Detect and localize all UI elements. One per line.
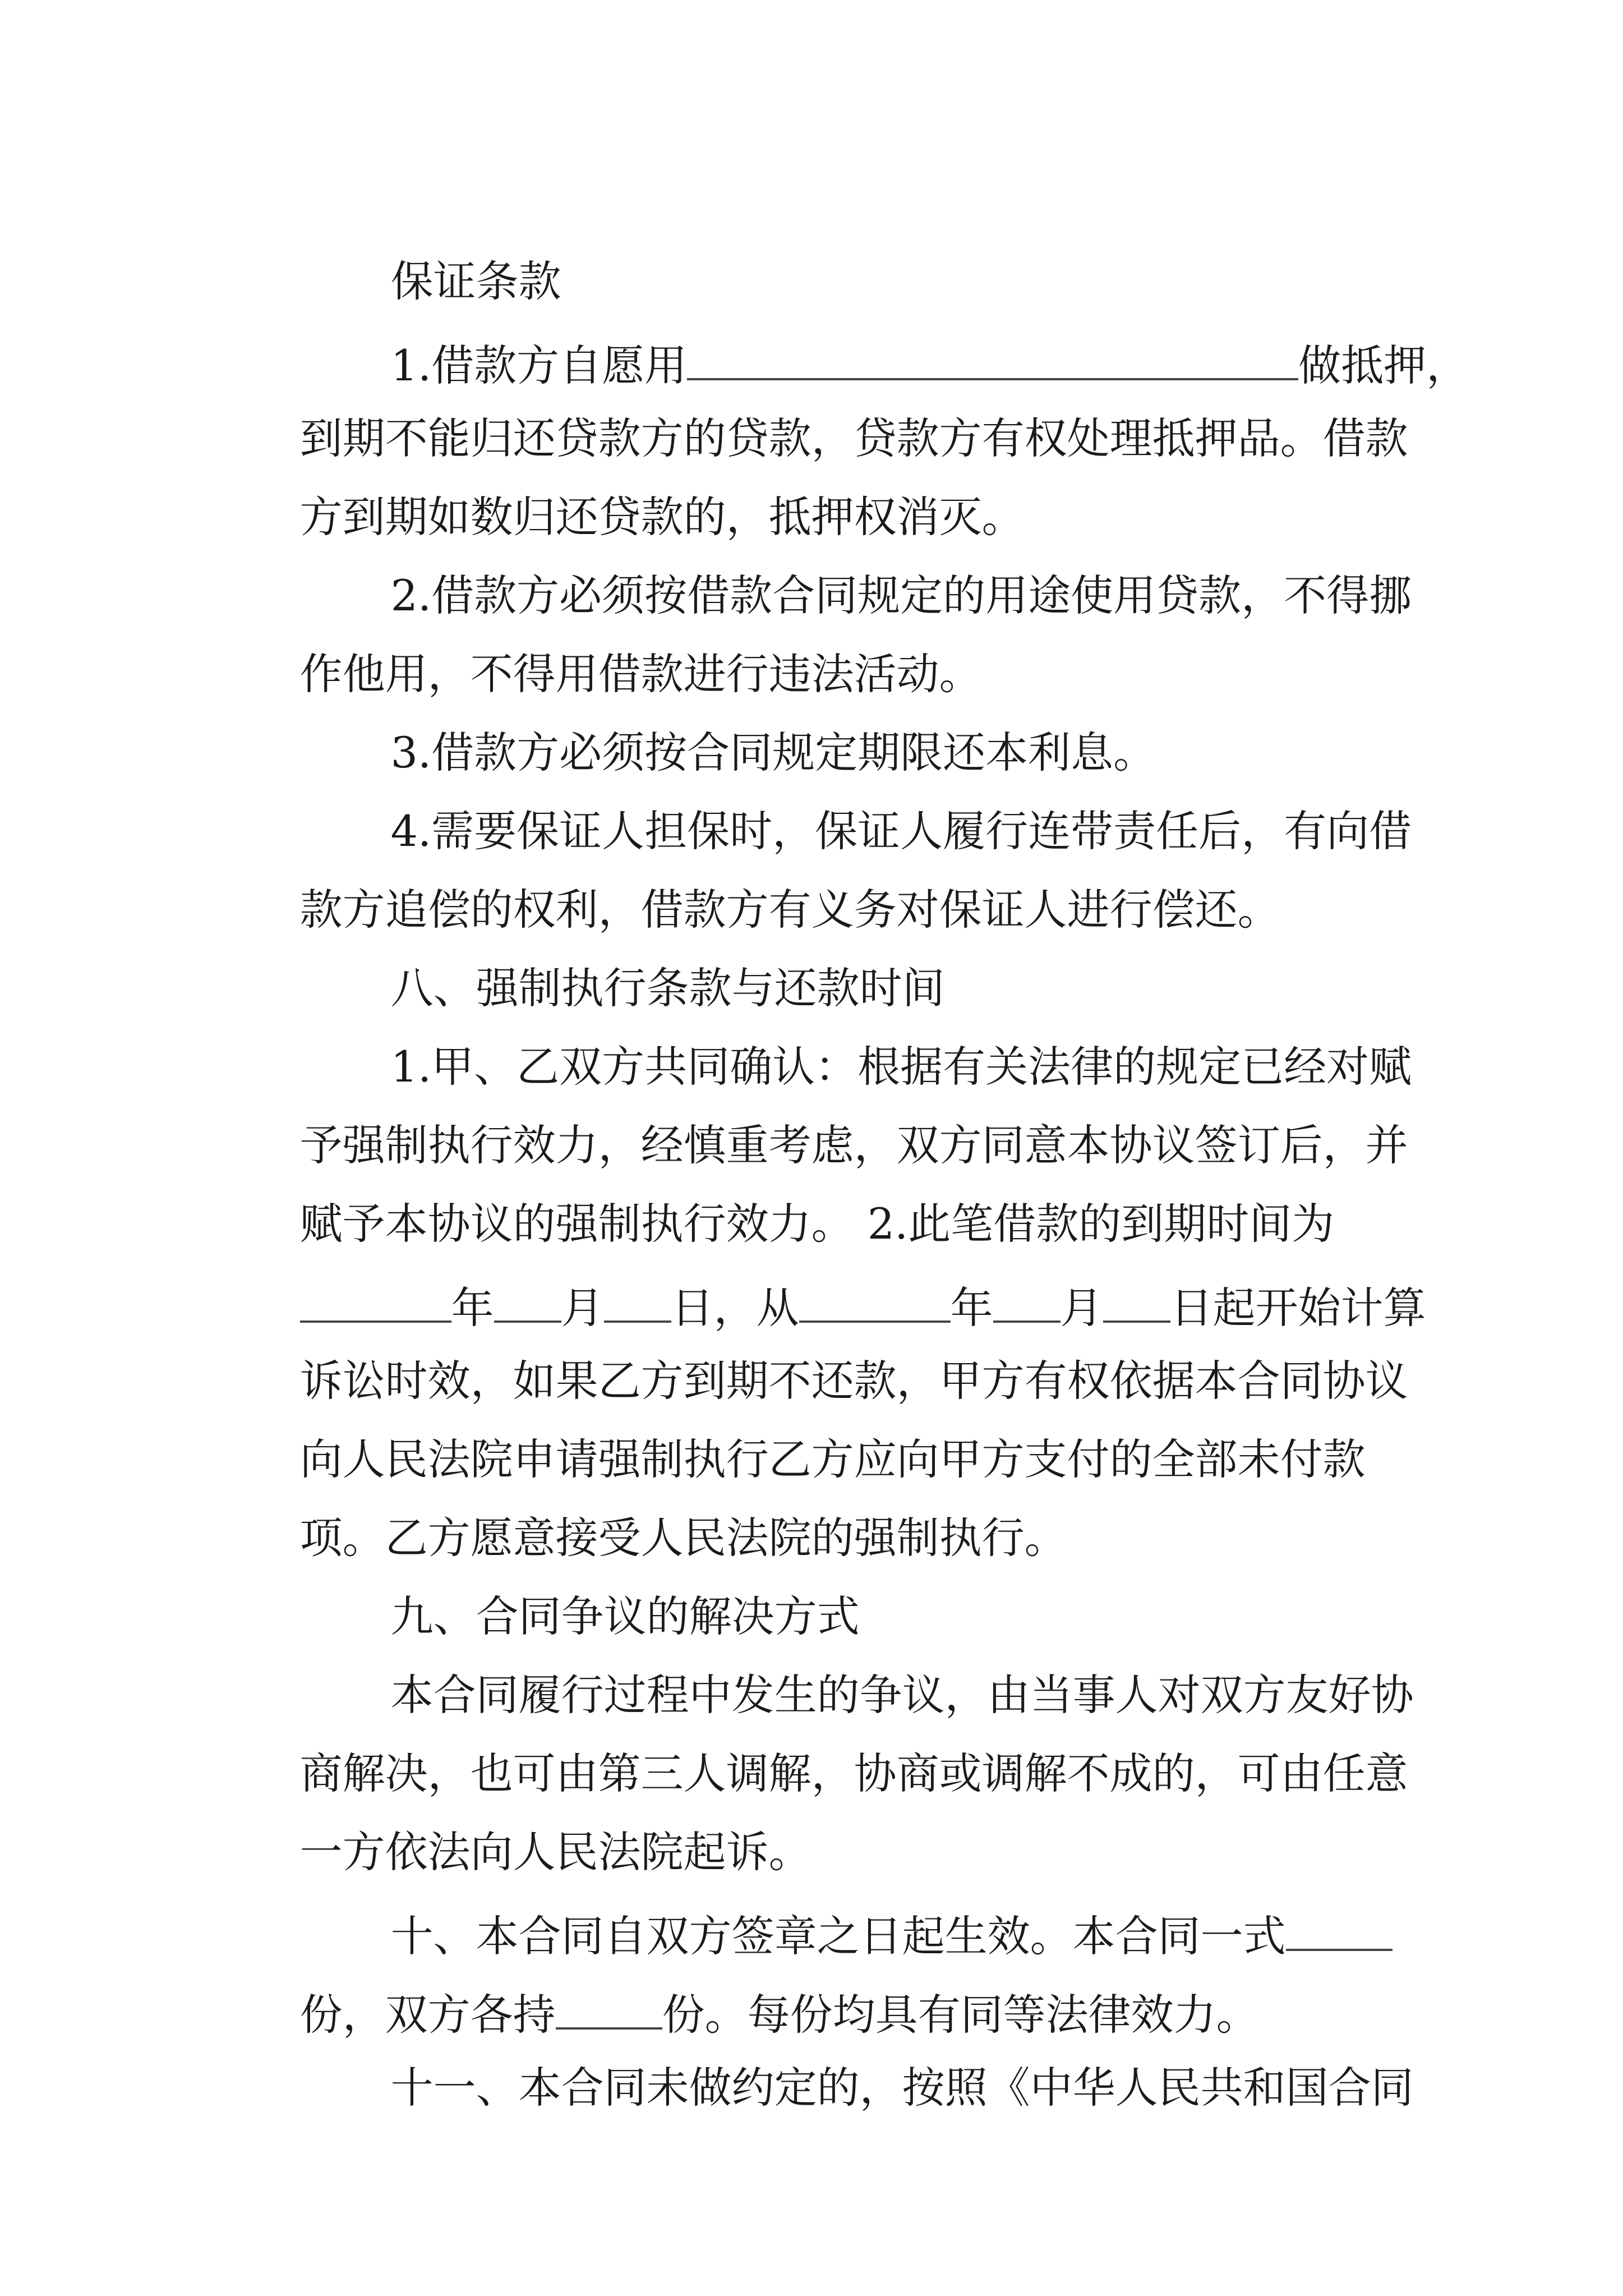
day-blank[interactable] <box>1103 1281 1170 1323</box>
line-text: 月 <box>561 1283 604 1333</box>
copies-each-blank[interactable] <box>556 1988 662 2030</box>
fill-blank[interactable] <box>687 339 1298 380</box>
line-text: 月 <box>1060 1283 1103 1333</box>
line-text: 项。乙方愿意接受人民法院的强制执行。 <box>299 1513 1067 1563</box>
line-text: 十、本合同自双方签章之日起生效。本合同一式 <box>390 1911 1286 1961</box>
line-text: 向人民法院申请强制执行乙方应向甲方支付的全部未付款 <box>299 1434 1366 1484</box>
line-text: 份。每份均具有同等法律效力。 <box>662 1990 1259 2040</box>
line-text: 款方追偿的权利，借款方有义务对保证人进行偿还。 <box>299 885 1280 935</box>
line-text: 年 <box>451 1283 494 1333</box>
line-text: 日起开始计算 <box>1170 1283 1426 1333</box>
line-text: 十一、本合同未做约定的，按照《中华人民共和国合同 <box>390 2063 1414 2113</box>
line-text: 年 <box>950 1283 993 1333</box>
copies-blank[interactable] <box>1286 1910 1393 1951</box>
year-blank[interactable] <box>799 1281 951 1323</box>
line-text: 方到期如数归还贷款的，抵押权消灭。 <box>299 492 1025 542</box>
line-text: 3.借款方必须按合同规定期限还本利息。 <box>390 728 1156 777</box>
line-text: 九、合同争议的解决方式 <box>390 1591 860 1641</box>
line-text: 2.借款方必须按借款合同规定的用途使用贷款，不得挪 <box>390 570 1412 620</box>
line-text: 份，双方各持 <box>299 1990 556 2040</box>
line-text: 商解决，也可由第三人调解，协商或调解不成的，可由任意 <box>299 1749 1408 1798</box>
line-text: 1.甲、乙双方共同确认：根据有关法律的规定已经对赋 <box>390 1042 1412 1092</box>
paragraph-line <box>336 2024 1414 2152</box>
line-text: 做抵押， <box>1298 341 1469 390</box>
line-text: 本合同履行过程中发生的争议，由当事人对双方友好协 <box>390 1670 1414 1720</box>
line-text: 八、强制执行条款与还款时间 <box>390 963 945 1013</box>
line-text: 赋予本协议的强制执行效力。 2.此笔借款的到期时间为 <box>299 1199 1335 1249</box>
line-text: 到期不能归还贷款方的贷款，贷款方有权处理抵押品。借款 <box>299 413 1408 463</box>
line-text: 一方依法向人民法院起诉。 <box>299 1827 811 1877</box>
line-text: 日，从 <box>671 1283 799 1333</box>
month-blank[interactable] <box>993 1281 1061 1323</box>
line-text: 作他用，不得用借款进行违法活动。 <box>299 649 982 699</box>
year-blank[interactable] <box>300 1281 451 1323</box>
line-text: 4.需要保证人担保时，保证人履行连带责任后，有向借 <box>390 806 1412 856</box>
line-text: 保证条款 <box>390 256 561 306</box>
day-blank[interactable] <box>604 1281 671 1323</box>
line-text: 1.借款方自愿用 <box>390 341 688 390</box>
month-blank[interactable] <box>494 1281 561 1323</box>
line-text: 予强制执行效力，经慎重考虑，双方同意本协议签订后，并 <box>299 1120 1408 1170</box>
line-text: 诉讼时效，如果乙方到期不还款，甲方有权依据本合同协议 <box>299 1356 1408 1406</box>
